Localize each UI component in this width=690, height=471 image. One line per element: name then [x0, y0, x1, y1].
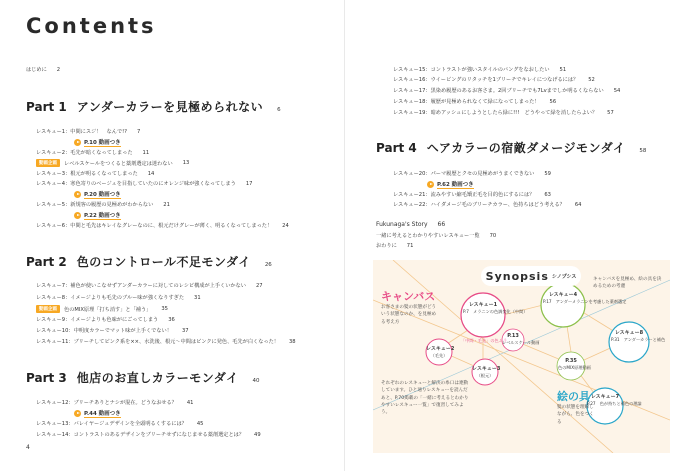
node-sub: レベルスケール動画	[502, 340, 540, 345]
node-name: レスキュー7	[590, 394, 620, 400]
paint-note: 髪の状態を理解しながら、色をつくる	[557, 405, 594, 425]
toc-item-page: 56	[549, 98, 557, 105]
node-rescue2-label	[426, 346, 455, 359]
video-link-label: P.10 動画つき	[84, 140, 121, 146]
node-name: レスキュー1	[468, 302, 498, 308]
part1-heading[interactable]	[26, 98, 281, 115]
toc-item[interactable]	[393, 98, 556, 105]
connector-label: 「中間・毛先」の色ムラ	[461, 338, 508, 343]
toc-extra-page: 66	[437, 221, 446, 228]
toc-item[interactable]	[36, 180, 252, 187]
toc-item[interactable]	[36, 282, 263, 289]
synopsis-title	[481, 266, 581, 286]
toc-intro[interactable]	[26, 66, 60, 73]
video-link[interactable]	[74, 409, 121, 418]
node-rescue1-label	[463, 302, 528, 315]
toc-item-page: 11	[142, 149, 150, 156]
toc-item-label: レスキュー21：流みやすい縮毛矯正毛を目的色にするには？	[393, 192, 535, 198]
paint-heading: 絵の具	[557, 390, 590, 403]
part2-heading[interactable]	[26, 253, 272, 270]
toc-extra-page: 70	[489, 232, 497, 239]
toc-item[interactable]	[36, 420, 203, 427]
part3-page: 40	[252, 378, 260, 384]
toc-item[interactable]	[36, 294, 201, 301]
part2-title: 色のコントロール不足モンダイ	[76, 255, 251, 269]
toc-item[interactable]	[36, 338, 296, 345]
toc-item-page: 64	[574, 201, 582, 208]
play-icon	[74, 212, 81, 219]
part4-label: Part 4	[376, 141, 417, 155]
toc-item-label: レスキュー3：根元が明るくなってしまった	[36, 171, 138, 177]
node-sub: （毛先）	[430, 353, 448, 358]
video-link[interactable]	[74, 190, 121, 199]
part4-page: 58	[639, 148, 647, 154]
toc-intro-page: 2	[56, 66, 61, 73]
toc-item[interactable]	[393, 66, 566, 73]
toc-extra[interactable]	[376, 242, 413, 249]
toc-item-page: 49	[254, 431, 261, 438]
toc-item[interactable]	[393, 191, 551, 198]
toc-item-page: 45	[196, 420, 204, 427]
toc-item-label: 色のMIX原理「打ち消す」と「補う」	[64, 306, 152, 313]
toc-item[interactable]	[393, 170, 551, 177]
play-icon	[74, 191, 81, 198]
toc-item[interactable]	[393, 76, 595, 83]
toc-item[interactable]	[36, 222, 289, 229]
canvas-heading: キャンバス	[381, 290, 436, 303]
toc-item[interactable]	[36, 149, 149, 156]
toc-item[interactable]	[393, 201, 581, 208]
toc-item-label: レスキュー11：ブリーチしてピンク系を××、水洗後、根元〜中間はピンクに発色、毛先が白くなった！	[36, 339, 279, 345]
node-rescue3-label	[472, 366, 501, 379]
node-rescue7-label	[587, 394, 642, 407]
page-title: Contents	[26, 14, 157, 38]
toc-item-label: レスキュー20：パーマ履歴とクセの見極めがうまくできない	[393, 171, 535, 177]
toc-item-label: レスキュー15：コントラストが強いスタイルのバングをなおしたい	[393, 67, 550, 73]
toc-item[interactable]	[36, 159, 189, 167]
play-icon	[74, 410, 81, 417]
video-link-label: P.62 動画つき	[437, 182, 474, 188]
node-rescue8-label	[611, 330, 666, 343]
toc-item-page: 57	[607, 109, 614, 116]
video-link[interactable]	[427, 180, 474, 189]
toc-item-page: 13	[182, 160, 190, 166]
toc-item[interactable]	[36, 305, 168, 313]
canvas-note: お客さまの髪の状態がどういう状態なのか、を見極める考え方	[381, 305, 437, 325]
toc-item-page: 52	[588, 76, 595, 83]
node-name: レスキュー8	[614, 330, 644, 336]
toc-item[interactable]	[36, 327, 189, 334]
video-link[interactable]	[74, 211, 121, 220]
toc-item-label: レスキュー14：コントラストのあるデザインをブリーチせずになじませる薬剤選定とは？	[36, 432, 245, 438]
toc-item-page: 14	[147, 170, 155, 177]
bottom-note: それぞれのレスキューと解決の糸口は連動しています。ひと通りレスキューを読んだあと、P.70掲載の「一緒に考えるとわかりやすいレスキュー一覧」で復習してみよう。	[381, 381, 469, 416]
toc-extra-label: Fukunaga's Story	[376, 221, 428, 228]
toc-item-label: レスキュー10：中明度カラーでマット味が上手くでない！	[36, 328, 172, 334]
page-number-left: 4	[26, 444, 30, 451]
toc-item-page: 63	[544, 191, 551, 198]
toc-item-label: レスキュー7：補色が使いこなせずアンダーカラーに対してのレシピ構成が上手くいかない	[36, 283, 246, 289]
toc-extra-label: 一緒に考えるとわかりやすいレスキュー一覧	[376, 233, 480, 239]
video-link-label: P.22 動画つき	[84, 213, 121, 219]
toc-item[interactable]	[36, 128, 140, 135]
toc-item-page: 41	[186, 399, 194, 406]
part1-title: アンダーカラーを見極められない	[76, 100, 264, 114]
node-name: レスキュー3	[472, 366, 501, 372]
video-link-label: P.44 動画つき	[84, 411, 121, 417]
node-sub: P.17 アンダーメラニンを考慮した薬剤選定	[543, 299, 627, 304]
toc-item-label: レスキュー16：ウイービングのリタッチを1ブリーチでキレイにつなげるには？	[393, 77, 579, 83]
node-sub: （根元）	[476, 373, 494, 378]
node-sub: P.7 メラニンの色調変化（中間）	[463, 309, 528, 314]
synopsis-panel	[373, 260, 670, 453]
play-icon	[427, 181, 434, 188]
toc-item-page: 27	[256, 282, 263, 289]
video-tag: 動画企画	[36, 159, 60, 167]
toc-item-label: レベルスケールをつくると薬剤選定は迷わない	[64, 160, 173, 167]
part2-page: 26	[264, 262, 272, 268]
toc-extra-page: 71	[406, 242, 414, 249]
toc-item-page: 37	[181, 327, 189, 334]
toc-item-page: 35	[161, 306, 168, 312]
toc-item[interactable]	[36, 431, 261, 438]
node-sub: 色のMIX原理動画	[558, 365, 591, 370]
part3-title: 他店のお直しカラーモンダイ	[76, 371, 239, 385]
toc-extra-label: おわりに	[376, 243, 397, 249]
toc-item[interactable]	[36, 170, 154, 177]
node-name: レスキュー4	[548, 292, 578, 298]
toc-item-label: レスキュー4：寒色寄りのベージュを目指していたのにオレンジ味が強くなってしまう	[36, 181, 236, 187]
synopsis-title-text: Synopsis	[485, 269, 549, 283]
toc-item-page: 31	[194, 294, 201, 301]
toc-item[interactable]	[36, 316, 175, 323]
toc-item-label: レスキュー18：履歴が見極められなくて緑になってしまった！	[393, 99, 540, 105]
play-icon	[74, 139, 81, 146]
toc-item-label: レスキュー13：バレイヤージュデザインを全頭明るくするには？	[36, 421, 187, 427]
toc-item[interactable]	[393, 87, 620, 94]
toc-item-page: 59	[544, 170, 551, 177]
part1-label: Part 1	[26, 100, 67, 114]
part3-heading[interactable]	[26, 369, 260, 386]
toc-extra[interactable]	[376, 221, 445, 228]
toc-item-label: レスキュー22：ハイダメージ毛のブリーチカラー、色持ちはどう考える？	[393, 202, 565, 208]
toc-item-page: 17	[245, 180, 253, 187]
node-rescue4-label	[543, 292, 627, 305]
node-name: レスキュー2	[426, 346, 455, 352]
synopsis-subtitle: シノプシス	[551, 273, 577, 280]
right-note: キャンバスを見極め、絵の具を決めるための考慮	[593, 277, 662, 290]
node-name: P.13	[507, 333, 519, 339]
toc-item-label: レスキュー1：中間にスジ！ なんで!?	[36, 129, 127, 135]
node-rescue1[interactable]	[461, 293, 505, 337]
node-rescue4[interactable]	[541, 283, 585, 327]
toc-item-label: レスキュー19：暗めアッシュにしようとしたら緑に!!! どうやって緑を消したらよい？	[393, 110, 598, 116]
toc-item-page: 7	[136, 128, 141, 135]
node-sub: P.31 アンダーカラーと補色	[611, 337, 666, 342]
toc-item-page: 51	[559, 66, 567, 73]
part4-heading[interactable]	[376, 139, 646, 156]
toc-item-page: 36	[168, 316, 175, 323]
video-tag: 動画企画	[36, 305, 60, 313]
part1-page: 6	[277, 107, 281, 113]
toc-item-page: 38	[288, 338, 296, 345]
node-sub: P.27 色が持ちと補色の理論	[587, 401, 642, 406]
part4-title: ヘアカラーの宿敵ダメージモンダイ	[426, 141, 626, 155]
toc-item[interactable]	[36, 399, 193, 406]
node-p35-label	[558, 358, 591, 371]
toc-item-page: 24	[282, 222, 289, 229]
toc-item-label: レスキュー6：中間と毛先はキレイなグレーなのに、根元だけグレーが薄く、明るくなってしまった！	[36, 223, 273, 229]
toc-extra[interactable]	[376, 232, 496, 239]
node-name: P.35	[565, 358, 577, 364]
toc-item-label: レスキュー12：ブリーチありとナシが混在。どうなおせる？	[36, 400, 177, 406]
toc-item-label: レスキュー2：毛先が暗くなってしまった	[36, 150, 133, 156]
video-link[interactable]	[74, 138, 121, 147]
toc-item-label: レスキュー17：黒染め履歴のあるお客さま。2回ブリーチでも7Lvまでしか明るくならない	[393, 88, 604, 94]
toc-item-page: 21	[163, 201, 170, 208]
toc-item-page: 54	[613, 87, 621, 94]
toc-item[interactable]	[393, 109, 614, 116]
toc-item-label: レスキュー9：イメージよりも色味がにごってしまう	[36, 317, 159, 323]
part2-label: Part 2	[26, 255, 67, 269]
video-link-label: P.20 動画つき	[84, 192, 121, 198]
toc-item-label: レスキュー5：新規客の履歴の見極めがわからない	[36, 202, 154, 208]
part3-label: Part 3	[26, 371, 67, 385]
toc-item-label: レスキュー8：イメージよりも毛先のブルー味が強くなりすぎた	[36, 295, 185, 301]
toc-intro-label: はじめに	[26, 67, 47, 73]
toc-item[interactable]	[36, 201, 170, 208]
